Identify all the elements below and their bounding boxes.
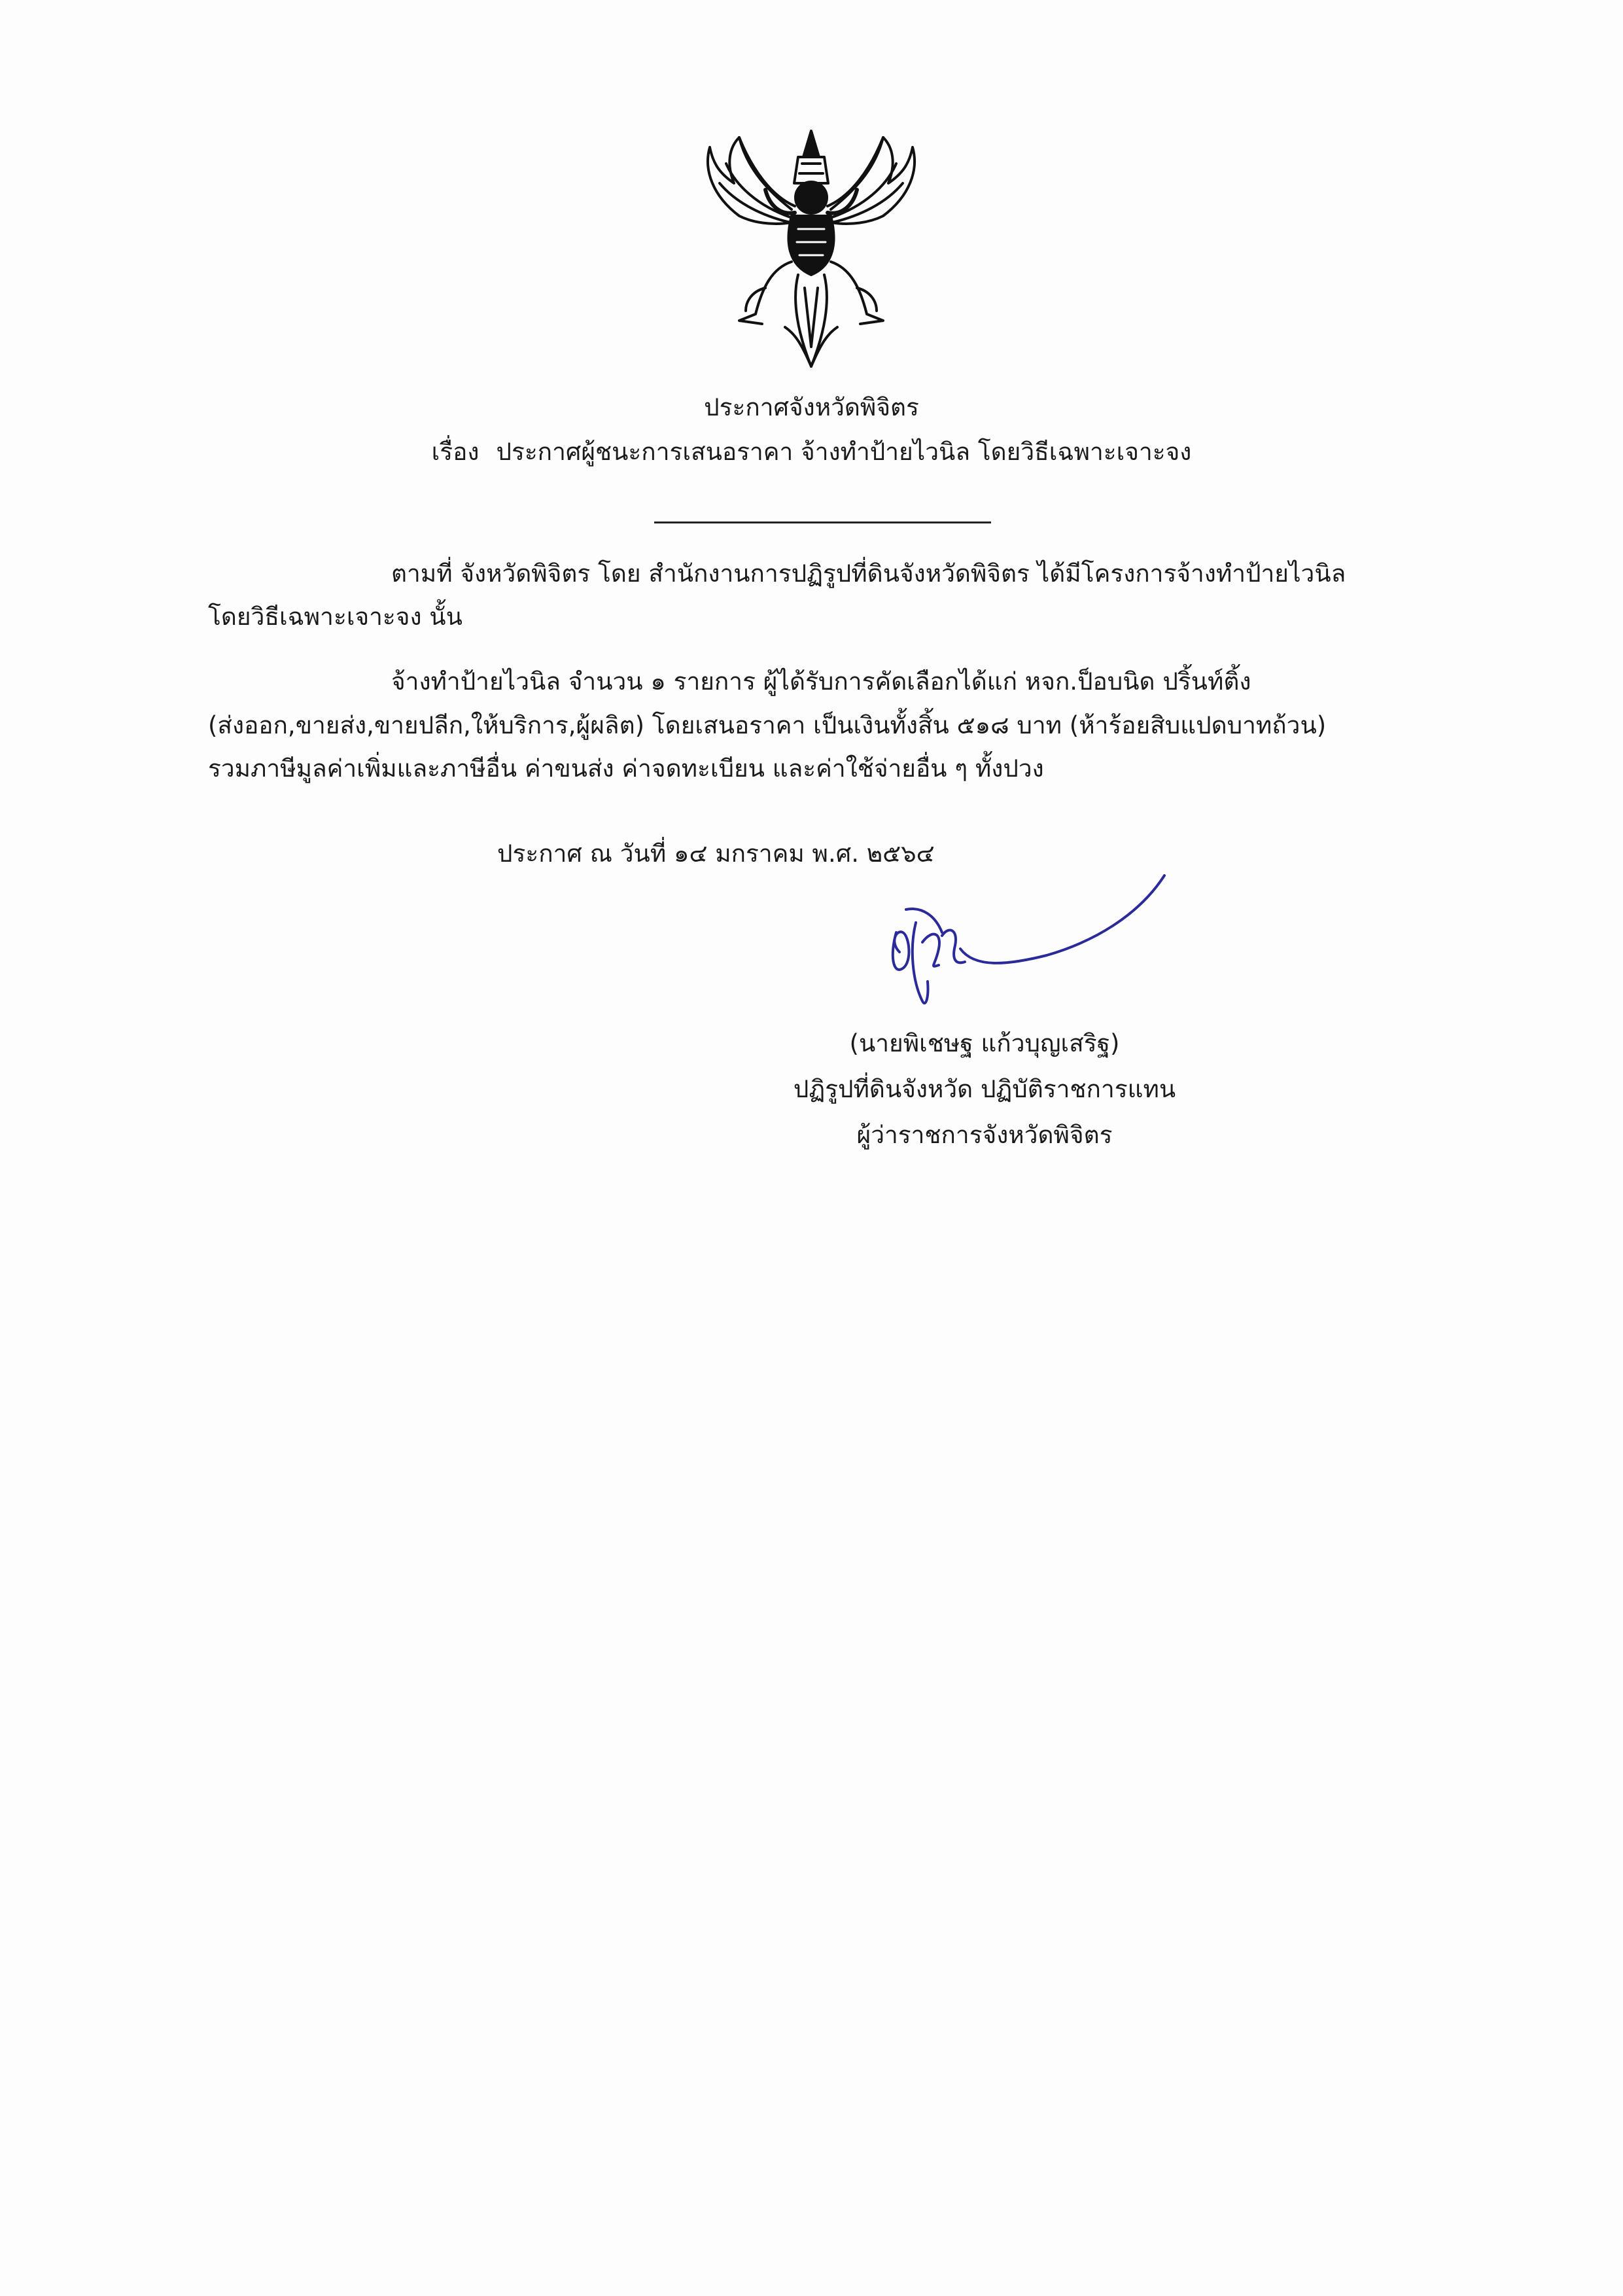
document-title: ประกาศจังหวัดพิจิตร bbox=[704, 393, 919, 421]
signer-authority: ผู้ว่าราชการจังหวัดพิจิตร bbox=[856, 1121, 1113, 1149]
subject-text: ประกาศผู้ชนะการเสนอราคา จ้างทำป้ายไวนิล โดยวิธีเฉพาะเจาะจง bbox=[496, 438, 1192, 466]
handwritten-signature bbox=[877, 870, 1184, 1021]
paragraph2-line3: รวมภาษีมูลค่าเพิ่มและภาษีอื่น ค่าขนส่ง ค่าจดทะเบียน และค่าใช้จ่ายอื่น ๆ ทั้งปวง bbox=[208, 754, 1044, 783]
paragraph1-line1: ตามที่ จังหวัดพิจิตร โดย สำนักงานการปฏิรูปที่ดินจังหวัดพิจิตร ได้มีโครงการจ้างทำป้ายไวนิล bbox=[391, 559, 1346, 588]
paragraph1-line2: โดยวิธีเฉพาะเจาะจง นั้น bbox=[208, 603, 462, 631]
paragraph2-line1: จ้างทำป้ายไวนิล จำนวน ๑ รายการ ผู้ได้รับการคัดเลือกได้แก่ หจก.ป็อบนิด ปริ้นท์ติ้ง bbox=[391, 667, 1251, 696]
signer-position: ปฏิรูปที่ดินจังหวัด ปฏิบัติราชการแทน bbox=[793, 1075, 1176, 1103]
title-divider bbox=[654, 521, 991, 523]
garuda-emblem-icon bbox=[700, 124, 922, 380]
subject-label: เรื่อง bbox=[431, 438, 480, 466]
announcement-date: ประกาศ ณ วันที่ ๑๔ มกราคม พ.ศ. ๒๕๖๔ bbox=[497, 839, 935, 868]
signer-name: (นายพิเชษฐ แก้วบุญเสริฐ) bbox=[849, 1029, 1120, 1057]
paragraph2-line2: (ส่งออก,ขายส่ง,ขายปลีก,ให้บริการ,ผู้ผลิต) โดยเสนอราคา เป็นเงินทั้งสิ้น ๕๑๘ บาท (ห้าร้อยสิบแปดบาทถ้วน) bbox=[208, 711, 1327, 739]
document-subject bbox=[0, 436, 1623, 468]
